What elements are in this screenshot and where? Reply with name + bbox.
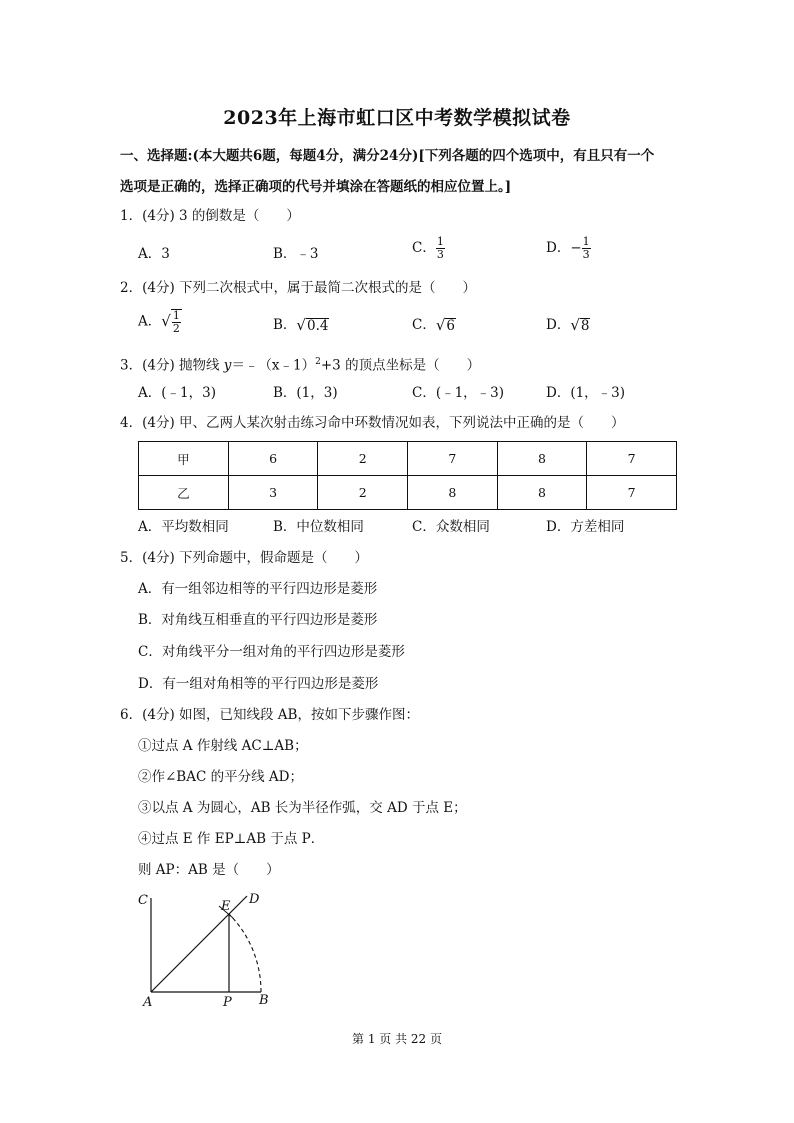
question-4-stem: 4．(4分) 甲、乙两人某次射击练习命中环数情况如表，下列说法中正确的是（ ） — [120, 415, 625, 431]
label-p: P — [223, 995, 232, 1008]
table-cell: 2 — [318, 476, 408, 510]
q2-option-b: B．√0.4 — [273, 316, 329, 334]
page-title: 2023年上海市虹口区中考数学模拟试卷 — [223, 107, 571, 129]
table-cell: 8 — [497, 476, 587, 510]
table-cell: 7 — [587, 442, 677, 476]
q4-option-d: D．方差相同 — [546, 519, 625, 535]
arc-be — [229, 914, 261, 992]
table-cell: 3 — [228, 476, 318, 510]
q1-option-d-label: D．− — [546, 240, 582, 256]
q1-option-d-fraction: $\frac{1}{3}$ — [582, 235, 590, 261]
section-instructions-line2: 选项是正确的，选择正确项的代号并填涂在答题纸的相应位置上。] — [120, 179, 512, 195]
question-1-stem: 1．(4分) 3 的倒数是（ ） — [120, 208, 300, 224]
q3-option-c: C．(﹣1，﹣3) — [412, 385, 505, 401]
question-5-stem: 5．(4分) 下列命题中，假命题是（ ） — [120, 550, 369, 566]
question-6-stem: 6．(4分) 如图，已知线段 AB，按如下步骤作图： — [120, 707, 419, 723]
construction-figure — [135, 888, 285, 1008]
q4-option-b: B．中位数相同 — [273, 519, 364, 535]
q2-option-b-sqrt: √0.4 — [296, 316, 329, 334]
label-c: C — [138, 893, 148, 908]
table-cell: 7 — [408, 442, 498, 476]
q6-ask: 则 AP：AB 是（ ） — [138, 862, 280, 878]
q6-step-4: ④过点 E 作 EP⊥AB 于点 P． — [138, 831, 325, 847]
label-b: B — [259, 993, 269, 1008]
q2-option-d: D．√8 — [546, 316, 590, 334]
q6-step-3: ③以点 A 为圆心，AB 长为半径作弧，交 AD 于点 E； — [138, 800, 467, 816]
table-cell: 7 — [587, 476, 677, 510]
q1-option-b: B．﹣3 — [273, 246, 319, 262]
label-a: A — [143, 995, 153, 1008]
label-d: D — [249, 892, 260, 907]
row-label-yi: 乙 — [139, 476, 229, 510]
q5-option-d: D．有一组对角相等的平行四边形是菱形 — [138, 676, 379, 692]
q5-option-c: C．对角线平分一组对角的平行四边形是菱形 — [138, 644, 405, 660]
q2-option-a-sqrt: √ $\frac{1}{2}$ — [161, 309, 180, 335]
q2-option-c-sqrt: √6 — [435, 316, 455, 334]
table-row — [139, 476, 677, 510]
q6-step-2: ②作∠BAC 的平分线 AD； — [138, 769, 303, 785]
table-cell: 6 — [228, 442, 318, 476]
q1-option-c — [412, 236, 445, 261]
section-instructions-line1: 一、选择题:(本大题共6题，每题4分，满分24分)[下列各题的四个选项中，有且只有一个 — [120, 148, 655, 164]
q1-option-c-label: C． — [412, 240, 436, 256]
table-cell: 8 — [408, 476, 498, 510]
q3-option-d: D．(1，﹣3) — [546, 385, 626, 401]
table-row — [139, 442, 677, 476]
q2-option-a: A．√ $\frac{1}{2}$ — [138, 309, 180, 335]
q5-option-b: B．对角线互相垂直的平行四边形是菱形 — [138, 612, 378, 628]
q6-step-1: ①过点 A 作射线 AC⊥AB； — [138, 738, 308, 754]
q4-option-c: C．众数相同 — [412, 519, 490, 535]
q2-option-c: C．√6 — [412, 316, 455, 334]
ray-ad — [151, 896, 247, 992]
q2-option-d-sqrt: √8 — [570, 316, 590, 334]
table-cell: 8 — [497, 442, 587, 476]
shooting-score-table — [138, 441, 677, 510]
q3-option-b: B．(1，3) — [273, 385, 338, 401]
q1-option-a: A．3 — [138, 246, 170, 262]
row-label-jia: 甲 — [139, 442, 229, 476]
q1-option-c-fraction: $\frac{1}{3}$ — [436, 235, 444, 261]
q4-option-a: A．平均数相同 — [138, 519, 229, 535]
label-e: E — [221, 899, 231, 914]
question-2-stem: 2．(4分) 下列二次根式中，属于最简二次根式的是（ ） — [120, 280, 477, 296]
table-cell: 2 — [318, 442, 408, 476]
page-footer: 第 1 页 共 22 页 — [352, 1032, 442, 1046]
question-3-stem: 3．(4分) 抛物线 y＝﹣（x﹣1）$^2$+3 的顶点坐标是（ ） — [120, 357, 481, 374]
q5-option-a: A．有一组邻边相等的平行四边形是菱形 — [138, 581, 378, 597]
q3-option-a: A．(﹣1，3) — [138, 385, 216, 401]
q1-option-d — [546, 236, 591, 261]
